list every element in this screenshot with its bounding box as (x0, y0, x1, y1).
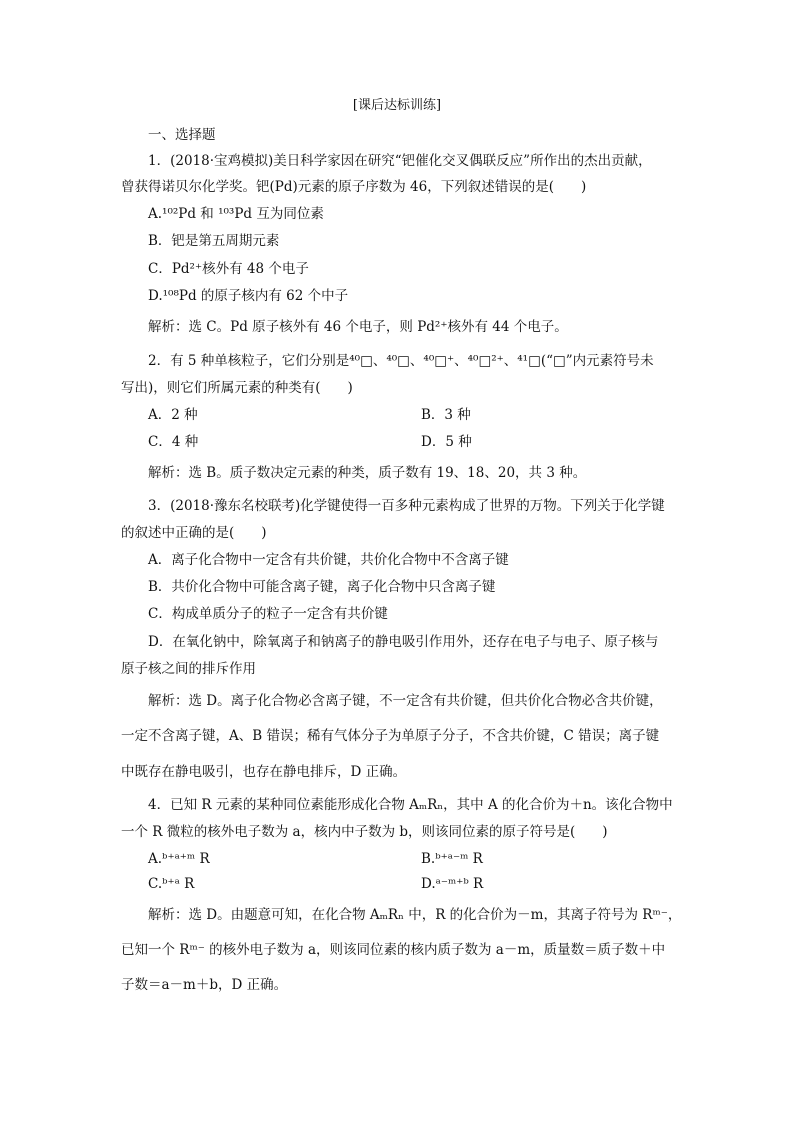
q3-stem-line1: 3．(2018·豫东名校联考)化学键使得一百多种元素构成了世界的万物。下列关于化学键 (148, 498, 665, 514)
q3-stem-line2: 的叙述中正确的是( ) (121, 525, 267, 541)
q1-stem-line2: 曾获得诺贝尔化学奖。钯(Pd)元素的原子序数为 46，下列叙述错误的是( ) (121, 179, 587, 195)
q3-option-a: A．离子化合物中一定含有共价键，共价化合物中不含离子键 (148, 552, 509, 568)
q4-option-c: C.ᵇ⁺ᵃ R (148, 876, 195, 892)
q4-option-b: B.ᵇ⁺ᵃ⁻ᵐ R (421, 851, 483, 867)
q2-stem-line2: 写出)，则它们所属元素的种类有( ) (121, 380, 353, 396)
q2-option-d: D．5 种 (421, 434, 472, 450)
q4-stem-line2: 一个 R 微粒的核外电子数为 a，核内中子数为 b，则该同位素的原子符号是( ) (121, 824, 608, 840)
page-title: [课后达标训练] (352, 98, 442, 113)
q3-answer-line2: 一定不含离子键，A、B 错误；稀有气体分子为单原子分子，不含共价键，C 错误；离子键 (121, 728, 660, 744)
section-heading: 一、选择题 (148, 127, 216, 143)
q4-answer-line3: 子数＝a－m＋b，D 正确。 (121, 977, 288, 993)
q1-option-b: B．钯是第五周期元素 (148, 233, 280, 249)
q3-answer-line3: 中既存在静电吸引，也存在静电排斥，D 正确。 (121, 764, 407, 780)
q4-answer-line1: 解析：选 D。由题意可知，在化合物 AₘRₙ 中，R 的化合价为－m，其离子符号为 Rᵐ⁻， (148, 907, 682, 923)
q3-option-d-line2: 原子核之间的排斥作用 (121, 661, 256, 677)
q2-option-c: C．4 种 (148, 434, 199, 450)
q2-stem-line1: 2．有 5 种单核粒子，它们分别是⁴⁰□、⁴⁰□、⁴⁰□⁺、⁴⁰□²⁺、⁴¹□(“□”内元素符号未 (148, 353, 654, 369)
q2-option-b: B．3 种 (421, 407, 471, 423)
q3-option-c: C．构成单质分子的粒子一定含有共价键 (148, 606, 388, 622)
q1-option-d: D.¹⁰⁸Pd 的原子核内有 62 个中子 (148, 288, 349, 304)
q2-option-a: A．2 种 (148, 407, 198, 423)
q1-stem-line1: 1．(2018·宝鸡模拟)美日科学家因在研究“钯催化交叉偶联反应”所作出的杰出贡献， (148, 153, 652, 169)
q2-answer: 解析：选 B。质子数决定元素的种类，质子数有 19、18、20，共 3 种。 (148, 465, 587, 481)
q1-answer: 解析：选 C。Pd 原子核外有 46 个电子，则 Pd²⁺核外有 44 个电子。 (148, 319, 568, 335)
q3-option-d-line1: D．在氧化钠中，除氧离子和钠离子的静电吸引作用外，还存在电子与电子、原子核与 (148, 634, 659, 650)
q4-stem-line1: 4．已知 R 元素的某种同位素能形成化合物 AₘRₙ，其中 A 的化合价为＋n。该化合物中 (148, 797, 673, 813)
q1-option-c: C．Pd²⁺核外有 48 个电子 (148, 261, 309, 277)
q4-answer-line2: 已知一个 Rᵐ⁻ 的核外电子数为 a，则该同位素的核内质子数为 a－m，质量数＝质子数＋中 (121, 942, 666, 958)
q1-option-a: A.¹⁰²Pd 和 ¹⁰³Pd 互为同位素 (148, 206, 324, 222)
q4-option-a: A.ᵇ⁺ᵃ⁺ᵐ R (148, 851, 210, 867)
q4-option-d: D.ᵃ⁻ᵐ⁺ᵇ R (421, 876, 484, 892)
q3-answer-line1: 解析：选 D。离子化合物必含离子键，不一定含有共价键，但共价化合物必含共价键， (148, 693, 663, 709)
q3-option-b: B．共价化合物中可能含离子键，离子化合物中只含离子键 (148, 579, 496, 595)
